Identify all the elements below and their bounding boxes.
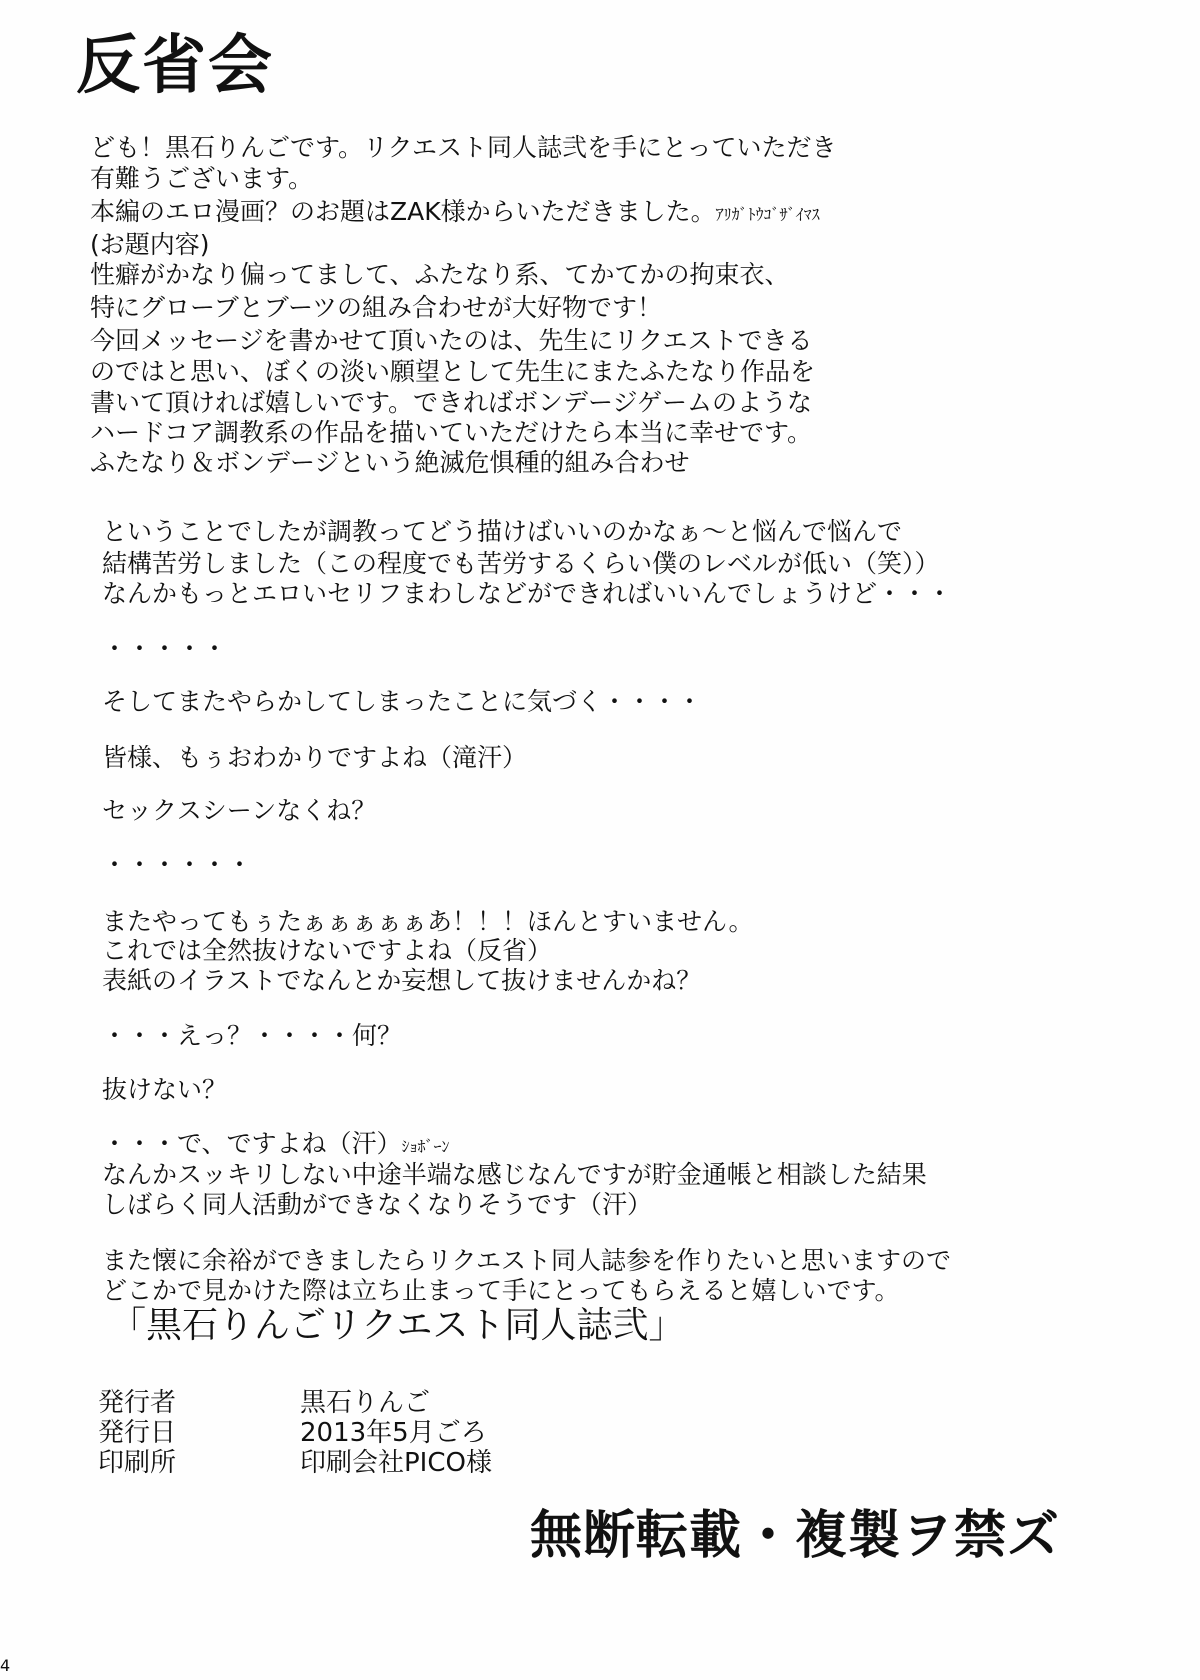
- text-line: (お題内容): [90, 230, 210, 259]
- page-title: 反省会: [76, 29, 274, 103]
- text-line: そしてまたやらかしてしまったことに気づく・・・・: [102, 687, 703, 716]
- text-line: [90, 199, 820, 224]
- text-line: ・・・えっ？・・・・何？: [102, 1021, 403, 1050]
- text-line-main: ・・・で、ですよね（汗）: [102, 1129, 402, 1158]
- date-value: 2013年5月ごろ: [300, 1418, 487, 1448]
- text-line: ・・・・・・: [102, 850, 253, 879]
- text-line: これでは全然抜けないですよね（反省）: [102, 936, 553, 965]
- text-line-main: 本編のエロ漫画？のお題はZAK様からいただきました。: [90, 197, 716, 226]
- text-line: セックスシーンなくね？: [102, 796, 377, 825]
- date-label: 発行日: [98, 1418, 177, 1448]
- text-line: 抜けない？: [102, 1075, 228, 1104]
- text-line: またやってもぅたぁぁぁぁぁあ！！！ほんとすいません。: [102, 907, 754, 936]
- text-line: 皆様、もぅおわかりですよね（滝汗）: [102, 743, 528, 772]
- thanks-aside: ｱﾘｶﾞﾄｳｺﾞｻﾞｲﾏｽ: [715, 205, 820, 224]
- text-line: [102, 1131, 450, 1156]
- text-line: 今回メッセージを書かせて頂いたのは、先生にリクエストできる: [90, 326, 813, 355]
- text-line: ということでしたが調教ってどう描けばいいのかなぁ～と悩んで悩んで: [102, 517, 903, 546]
- text-line: 特にグローブとブーツの組み合わせが大好物です！: [90, 293, 663, 322]
- printer-label: 印刷所: [98, 1448, 177, 1478]
- text-line: なんかスッキリしない中途半端な感じなんですが貯金通帳と相談した結果: [102, 1160, 927, 1189]
- book-title: 「黒石りんごリクエスト同人誌弐」: [110, 1305, 685, 1346]
- copyright-notice: 無断転載・複製ヲ禁ズ: [530, 1506, 1061, 1566]
- text-line: ハードコア調教系の作品を描いていただけたら本当に幸せです。: [90, 418, 813, 447]
- text-line: 書いて頂ければ嬉しいです。できればボンデージゲームのような: [90, 388, 813, 417]
- shobon-aside: ｼｮﾎﾞｰﾝ: [401, 1137, 450, 1156]
- text-line: 結構苦労しました（この程度でも苦労するくらい僕のレベルが低い（笑））: [102, 549, 940, 578]
- text-line: なんかもっとエロいセリフまわしなどができればいいんでしょうけど・・・: [102, 579, 953, 608]
- text-line: また懐に余裕ができましたらリクエスト同人誌参を作りたいと思いますので: [102, 1246, 952, 1275]
- text-line: のではと思い、ぼくの淡い願望として先生にまたふたなり作品を: [90, 357, 816, 386]
- publisher-value: 黒石りんご: [300, 1388, 431, 1418]
- text-line: ども！黒石りんごです。リクエスト同人誌弐を手にとっていただき: [90, 133, 837, 162]
- text-line: ふたなり＆ボンデージという絶滅危惧種的組み合わせ: [90, 448, 690, 477]
- text-line: 性癖がかなり偏ってまして、ふたなり系、てかてかの拘束衣、: [90, 260, 790, 289]
- text-line: 有難うございます。: [90, 164, 314, 193]
- printer-value: 印刷会社PICO様: [300, 1448, 492, 1478]
- text-line: どこかで見かけた際は立ち止まって手にとってもらえると嬉しいです。: [102, 1276, 900, 1305]
- text-line: ・・・・・: [102, 634, 228, 663]
- text-line: しばらく同人活動ができなくなりそうです（汗）: [102, 1190, 653, 1219]
- publisher-label: 発行者: [98, 1388, 177, 1418]
- page-number: 4: [0, 1656, 11, 1675]
- text-line: 表紙のイラストでなんとか妄想して抜けませんかね？: [102, 966, 702, 995]
